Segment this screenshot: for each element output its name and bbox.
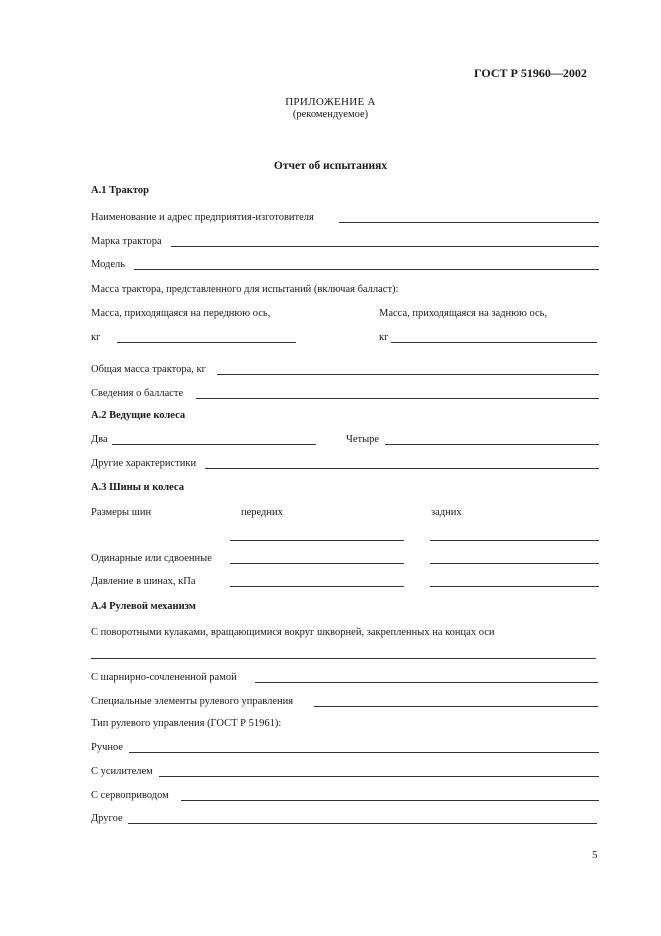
four-wheels-field[interactable]: [385, 444, 599, 445]
other-steering-field[interactable]: [128, 823, 597, 824]
four-wheels-label: Четыре: [346, 434, 380, 445]
two-wheels-label: Два: [91, 434, 108, 445]
manual-label: Ручное: [91, 742, 124, 753]
section-a3-title: А.3 Шины и колеса: [91, 482, 184, 493]
section-a1-title: А.1 Трактор: [91, 185, 149, 196]
other-characteristics-field[interactable]: [205, 468, 599, 469]
pressure-label: Давление в шинах, кПа: [91, 576, 196, 587]
model-label: Модель: [91, 259, 126, 270]
brand-label: Марка трактора: [91, 236, 162, 247]
manufacturer-field[interactable]: [339, 222, 599, 223]
front-axle-unit: кг: [91, 332, 101, 343]
knuckles-label: С поворотными кулаками, вращающимися вокруг шкворней, закрепленных на концах оси: [91, 627, 495, 638]
steering-type-label: Тип рулевого управления (ГОСТ Р 51961):: [91, 718, 282, 729]
total-mass-field[interactable]: [217, 374, 599, 375]
two-wheels-field[interactable]: [112, 444, 316, 445]
appendix-title: ПРИЛОЖЕНИЕ А: [285, 96, 376, 108]
rear-tire-size-field[interactable]: [430, 540, 599, 541]
manufacturer-label: Наименование и адрес предприятия-изготовителя: [91, 212, 314, 223]
rear-axle-unit: кг: [379, 332, 389, 343]
other-steering-label: Другое: [91, 813, 123, 824]
rear-axle-field[interactable]: [391, 342, 597, 343]
standard-number: ГОСТ Р 51960—2002: [474, 66, 587, 80]
servo-label: С сервоприводом: [91, 790, 169, 801]
articulated-field[interactable]: [255, 682, 598, 683]
front-tire-size-field[interactable]: [230, 540, 404, 541]
single-dual-label: Одинарные или сдвоенные: [91, 553, 212, 564]
rear-single-dual-field[interactable]: [430, 563, 599, 564]
front-axle-label: Масса, приходящаяся на переднюю ось,: [91, 308, 271, 319]
knuckles-field[interactable]: [91, 658, 596, 659]
manual-field[interactable]: [129, 752, 599, 753]
page-number: 5: [592, 849, 598, 861]
brand-field[interactable]: [171, 246, 599, 247]
model-field[interactable]: [134, 269, 599, 270]
servo-field[interactable]: [181, 800, 599, 801]
rear-pressure-field[interactable]: [430, 586, 599, 587]
front-tires-header: передних: [241, 507, 283, 518]
section-a2-title: А.2 Ведущие колеса: [91, 410, 186, 421]
appendix-subtitle: (рекомендуемое): [292, 109, 369, 120]
special-elements-label: Специальные элементы рулевого управления: [91, 696, 294, 707]
front-axle-field[interactable]: [117, 342, 296, 343]
section-a4-title: А.4 Рулевой механизм: [91, 601, 196, 612]
ballast-field[interactable]: [196, 398, 599, 399]
mass-label: Масса трактора, представленного для испытаний (включая балласт):: [91, 284, 399, 295]
other-characteristics-label: Другие характеристики: [91, 458, 197, 469]
tire-sizes-label: Размеры шин: [91, 507, 152, 518]
rear-tires-header: задних: [431, 507, 462, 518]
total-mass-label: Общая масса трактора, кг: [91, 364, 206, 375]
rear-axle-label: Масса, приходящаяся на заднюю ось,: [379, 308, 548, 319]
booster-field[interactable]: [159, 776, 599, 777]
special-elements-field[interactable]: [314, 706, 598, 707]
front-single-dual-field[interactable]: [230, 563, 404, 564]
articulated-label: С шарнирно-сочлененной рамой: [91, 672, 237, 683]
report-title: Отчет об испытаниях: [273, 160, 388, 172]
booster-label: С усилителем: [91, 766, 153, 777]
front-pressure-field[interactable]: [230, 586, 404, 587]
ballast-label: Сведения о балласте: [91, 388, 184, 399]
